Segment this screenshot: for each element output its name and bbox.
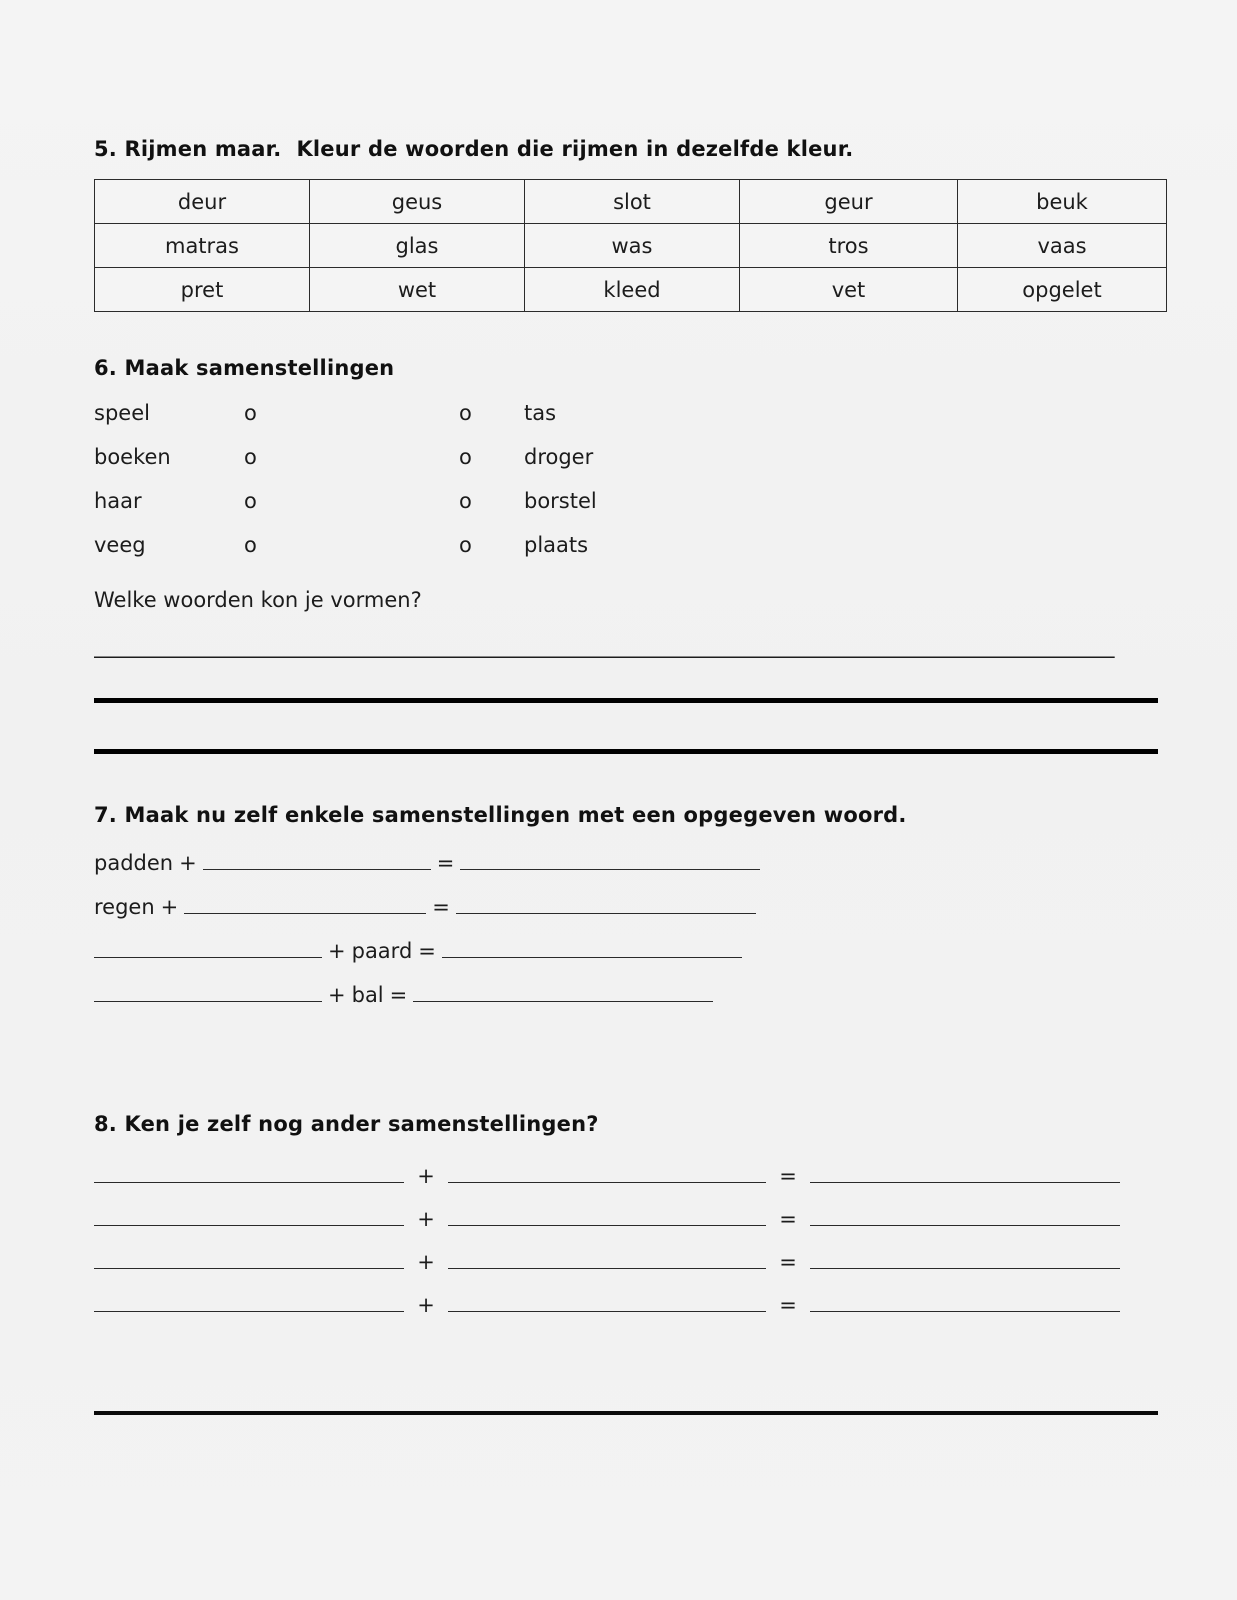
match-right-word: tas [524, 401, 557, 426]
compound-fill-row [94, 850, 1166, 894]
equation-operand-a[interactable] [94, 1163, 404, 1183]
equation-operand-a[interactable] [94, 1249, 404, 1269]
section-question-8 [94, 1112, 1166, 1335]
rhyme-cell[interactable]: was [525, 224, 740, 268]
rhyme-cell[interactable]: vaas [958, 224, 1167, 268]
worksheet-content [94, 137, 1166, 1415]
match-dot-right[interactable]: o [459, 401, 472, 426]
rhyme-cell[interactable]: vet [740, 268, 958, 312]
rhyme-cell[interactable]: matras [95, 224, 310, 268]
rhyme-cell[interactable]: deur [95, 180, 310, 224]
compound-result-input[interactable] [460, 850, 760, 870]
match-dot-left[interactable]: o [244, 533, 257, 558]
equation-result[interactable] [810, 1206, 1120, 1226]
match-dot-left[interactable]: o [244, 401, 257, 426]
match-left-word: veeg [94, 533, 146, 558]
equation-row [94, 1206, 1166, 1249]
equation-result[interactable] [810, 1249, 1120, 1269]
question-6-heading: 6. Maak samenstellingen [94, 356, 395, 381]
equation-operand-b[interactable] [448, 1206, 766, 1226]
equation-row [94, 1163, 1166, 1206]
spacer [94, 703, 1166, 749]
plus-symbol: + [417, 1206, 435, 1231]
question-6-sub-question: Welke woorden kon je vormen? [94, 588, 422, 613]
question-6-answer-line[interactable]: ______________________________________________________________________________________________________ [94, 634, 1114, 659]
match-dot-right[interactable]: o [459, 489, 472, 514]
rhyme-table-wrapper [94, 179, 1166, 312]
match-pair-row [94, 489, 1166, 533]
rhyme-cell[interactable]: slot [525, 180, 740, 224]
plus-symbol: + [417, 1249, 435, 1274]
question-8-heading: 8. Ken je zelf nog ander samenstellingen? [94, 1111, 599, 1136]
question-5-heading: 5. Rijmen maar. Kleur de woorden die rijmen in dezelfde kleur. [94, 137, 854, 161]
section-question-5 [94, 137, 1166, 312]
spacer [94, 658, 1166, 698]
page-bottom-divider [94, 1411, 1158, 1415]
equation-result[interactable] [810, 1292, 1120, 1312]
section-question-7 [94, 803, 1166, 1025]
equation-operand-b[interactable] [448, 1292, 766, 1312]
match-dot-right[interactable]: o [459, 445, 472, 470]
compound-result-input[interactable] [442, 938, 742, 958]
match-pair-row [94, 533, 1166, 577]
match-dot-left[interactable]: o [244, 445, 257, 470]
match-left-word: speel [94, 401, 150, 426]
equation-row [94, 1292, 1166, 1335]
rhyme-cell[interactable]: geus [310, 180, 525, 224]
compound-blank-input[interactable] [94, 982, 322, 1002]
table-row [95, 180, 1167, 224]
table-row [95, 224, 1167, 268]
match-left-word: boeken [94, 445, 171, 470]
plus-symbol: + [417, 1163, 435, 1188]
rhyme-cell[interactable]: glas [310, 224, 525, 268]
equation-result[interactable] [810, 1163, 1120, 1183]
plus-symbol: + [160, 894, 179, 919]
equation-operand-b[interactable] [448, 1249, 766, 1269]
equals-symbol: = [779, 1292, 797, 1317]
equals-symbol: = [779, 1249, 797, 1274]
section-question-6 [94, 356, 1166, 658]
equals-symbol: = [779, 1206, 797, 1231]
equals-symbol: = [389, 982, 408, 1007]
section-divider-bottom [94, 749, 1158, 754]
plus-symbol: + [179, 850, 197, 875]
compound-fill-row [94, 938, 1166, 982]
match-left-word: haar [94, 489, 142, 514]
equation-row [94, 1249, 1166, 1292]
match-dot-right[interactable]: o [459, 533, 472, 558]
compound-result-input[interactable] [456, 894, 756, 914]
compound-given-word: bal [351, 982, 384, 1007]
compound-blank-input[interactable] [94, 938, 322, 958]
plus-symbol: + [328, 982, 346, 1007]
equals-symbol: = [432, 894, 450, 919]
compound-given-word: paard [351, 938, 413, 963]
rhyme-cell[interactable]: pret [95, 268, 310, 312]
table-row [95, 268, 1167, 312]
match-right-word: plaats [524, 533, 589, 558]
rhyme-cell[interactable]: tros [740, 224, 958, 268]
equation-operand-a[interactable] [94, 1292, 404, 1312]
match-pair-row [94, 445, 1166, 489]
equals-symbol: = [779, 1163, 797, 1188]
match-right-word: droger [524, 445, 594, 470]
plus-symbol: + [328, 938, 346, 963]
compound-result-input[interactable] [413, 982, 713, 1002]
rhyme-cell[interactable]: kleed [525, 268, 740, 312]
compound-fill-row [94, 982, 1166, 1026]
rhyme-word-table [94, 179, 1167, 312]
equation-operand-a[interactable] [94, 1206, 404, 1226]
equation-operand-b[interactable] [448, 1163, 766, 1183]
match-pair-row [94, 401, 1166, 445]
rhyme-cell[interactable]: geur [740, 180, 958, 224]
question-7-heading: 7. Maak nu zelf enkele samenstellingen met een opgegeven woord. [94, 803, 907, 828]
rhyme-cell[interactable]: opgelet [958, 268, 1167, 312]
match-right-word: borstel [524, 489, 597, 514]
compound-prefix-word: padden [94, 850, 174, 875]
rhyme-cell[interactable]: beuk [958, 180, 1167, 224]
match-dot-left[interactable]: o [244, 489, 257, 514]
compound-blank-input[interactable] [203, 850, 431, 870]
equals-symbol: = [436, 850, 455, 875]
plus-symbol: + [417, 1292, 435, 1317]
equals-symbol: = [418, 938, 436, 963]
rhyme-cell[interactable]: wet [310, 268, 525, 312]
compound-prefix-word: regen [94, 894, 155, 919]
compound-fill-row [94, 894, 1166, 938]
compound-blank-input[interactable] [184, 894, 426, 914]
